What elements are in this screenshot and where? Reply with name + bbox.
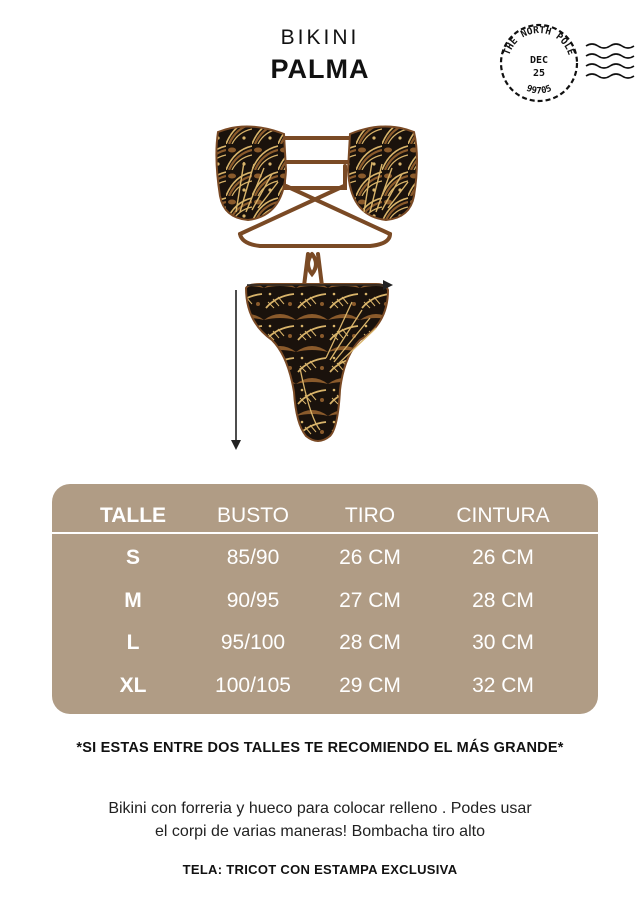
svg-text:99705 [525, 84, 553, 97]
table-cell-busto: 100/105 [215, 674, 291, 697]
column-header-tiro: TIRO [344, 504, 396, 527]
cancellation-lines [584, 40, 636, 88]
table-cell-tiro: 27 CM [339, 589, 401, 612]
table-cell-tiro: 29 CM [339, 674, 401, 697]
table-cell-busto: 90/95 [226, 589, 280, 612]
stamp-month: DEC [529, 55, 549, 66]
table-cell-talle: XL [119, 674, 147, 697]
description-line-1: Bikini con forreria y hueco para colocar relleno . Podes usar [108, 800, 532, 817]
product-subtitle: BIKINI [280, 26, 360, 49]
column-header-talle: TALLE [99, 504, 167, 527]
product-description [0, 797, 640, 843]
table-cell-cintura: 28 CM [472, 589, 534, 612]
table-cell-cintura: 32 CM [472, 674, 534, 697]
stamp-day: 25 [532, 68, 546, 79]
table-header-divider [52, 532, 598, 534]
table-cell-tiro: 28 CM [339, 631, 401, 654]
stamp-arc-text: THE NORTH POLE [501, 24, 577, 57]
table-cell-tiro: 26 CM [339, 546, 401, 569]
table-cell-busto: 85/90 [226, 546, 280, 569]
svg-text:THE NORTH POLE [502, 25, 577, 57]
right-cup [348, 126, 417, 220]
table-cell-talle: M [124, 589, 142, 612]
stamp-zip: 99705 [524, 83, 554, 97]
table-cell-cintura: 26 CM [472, 546, 534, 569]
table-cell-cintura: 30 CM [472, 631, 534, 654]
bikini-bottom [246, 284, 388, 441]
height-measure-arrow [228, 286, 244, 452]
table-cell-talle: S [125, 546, 140, 569]
width-measure-arrow [245, 278, 395, 292]
postmark-stamp [494, 20, 584, 106]
size-recommendation-note: *SI ESTAS ENTRE DOS TALLES TE RECOMIENDO EL MÁS GRANDE* [76, 740, 564, 756]
table-cell-talle: L [126, 631, 140, 654]
table-cell-busto: 95/100 [220, 631, 286, 654]
column-header-busto: BUSTO [217, 504, 289, 527]
product-title: PALMA [270, 54, 370, 84]
description-line-2: el corpi de varias maneras! Bombacha tiro alto [155, 823, 485, 840]
column-header-cintura: CINTURA [456, 504, 550, 527]
fabric-info: TELA: TRICOT CON ESTAMPA EXCLUSIVA [182, 862, 458, 877]
